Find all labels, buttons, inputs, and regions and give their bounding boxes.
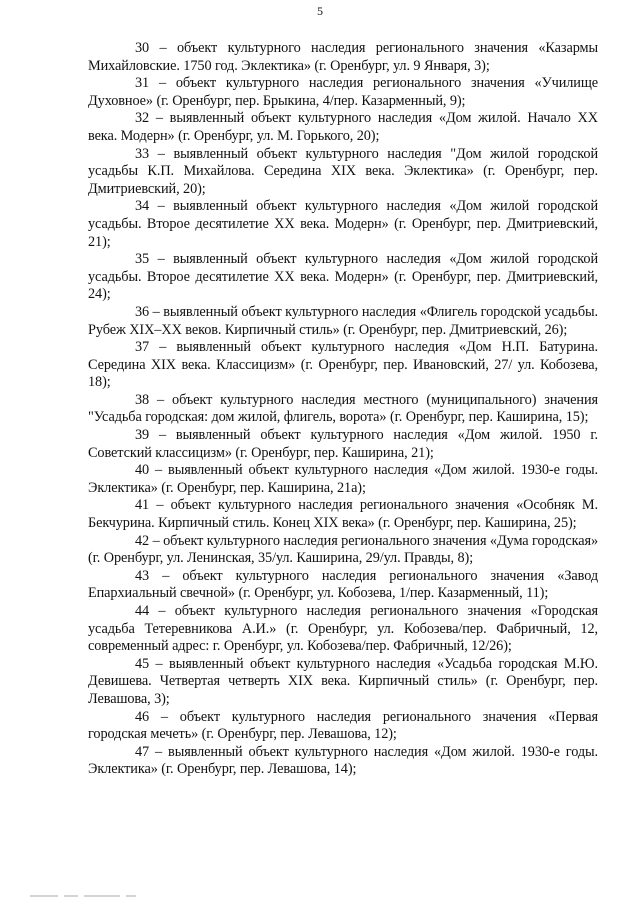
list-item: 42 – объект культурного наследия регионального значения «Дума городская» (г. Оренбург, ул. Ленинская, 35/ул. Каширина, 29/ул. Правды, 8); [88,532,598,567]
page-number: 5 [317,4,323,18]
list-item: 39 – выявленный объект культурного наследия «Дом жилой. 1950 г. Советский классицизм» (г. Оренбург, пер. Каширина, 21); [88,427,598,461]
list-item: 47 – выявленный объект культурного наследия «Дом жилой. 1930-е годы. Эклектика» (г. Оренбург, пер. Левашова, 14); [88,743,598,778]
list-item: 30 – объект культурного наследия регионального значения «Казармы Михайловские. 1750 год. Эклектика» (г. Оренбург, ул. 9 Января, 3); [88,40,598,74]
list-item: 40 – выявленный объект культурного наследия «Дом жилой. 1930-е годы. Эклектика» (г. Оренбург, пер. Каширина, 21а); [88,462,598,496]
list-item: 31 – объект культурного наследия регионального значения «Училище Духовное» (г. Оренбург, пер. Брыкина, 4/пер. Казарменный, 9); [88,75,598,109]
list-item: 37 – выявленный объект культурного наследия «Дом Н.П. Батурина. Середина XIX века. Классицизм» (г. Оренбург, пер. Ивановский, 27/ ул. Кобозева, 18); [88,339,598,391]
list-item: 46 – объект культурного наследия регионального значения «Первая городская мечеть» (г. Оренбург, пер. Левашова, 12); [88,708,598,743]
scan-footer-mark [30,895,190,901]
list-item: 32 – выявленный объект культурного наследия «Дом жилой. Начало XX века. Модерн» (г. Оренбург, ул. М. Горького, 20); [88,110,598,144]
list-item: 43 – объект культурного наследия регионального значения «Завод Епархиальный свечной» (г. Оренбург, ул. Кобозева, 1/пер. Казарменный, 11); [88,567,598,602]
list-item: 41 – объект культурного наследия регионального значения «Особняк М. Бекчурина. Кирпичный стиль. Конец XIX века» (г. Оренбург, пер. Каширина, 25); [88,497,598,532]
list-item: 36 – выявленный объект культурного наследия «Флигель городской усадьбы. Рубеж XIX–XX веков. Кирпичный стиль» (г. Оренбург, пер. Дмитриевский, 26); [88,303,598,338]
list-item: 35 – выявленный объект культурного наследия «Дом жилой городской усадьбы. Второе десятилетие XX века. Модерн» (г. Оренбург, пер. Дмитриевский, 24); [88,251,598,303]
list-item: 38 – объект культурного наследия местного (муниципального) значения "Усадьба городская: дом жилой, флигель, ворота» (г. Оренбург, пер. Каширина, 15); [88,391,598,426]
list-item: 34 – выявленный объект культурного наследия «Дом жилой городской усадьбы. Второе десятилетие XX века. Модерн» (г. Оренбург, пер. Дмитриевский, 21); [88,198,598,250]
heritage-objects-list [88,40,598,779]
list-item: 33 – выявленный объект культурного наследия "Дом жилой городской усадьбы К.П. Михайлова. Середина XIX века. Эклектика» (г. Оренбург, пер. Дмитриевский, 20); [88,145,598,197]
list-item: 44 – объект культурного наследия регионального значения «Городская усадьба Тетеревникова А.И.» (г. Оренбург, ул. Кобозева/пер. Фабричный, 12, современный адрес: г. Оренбург, ул. Кобозева/пер. Фабричный, 12/26); [88,603,598,655]
list-item: 45 – выявленный объект культурного наследия «Усадьба городская М.Ю. Девишева. Четвертая четверть XIX века. Кирпичный стиль» (г. Оренбург, пер. Левашова, 3); [88,655,598,707]
